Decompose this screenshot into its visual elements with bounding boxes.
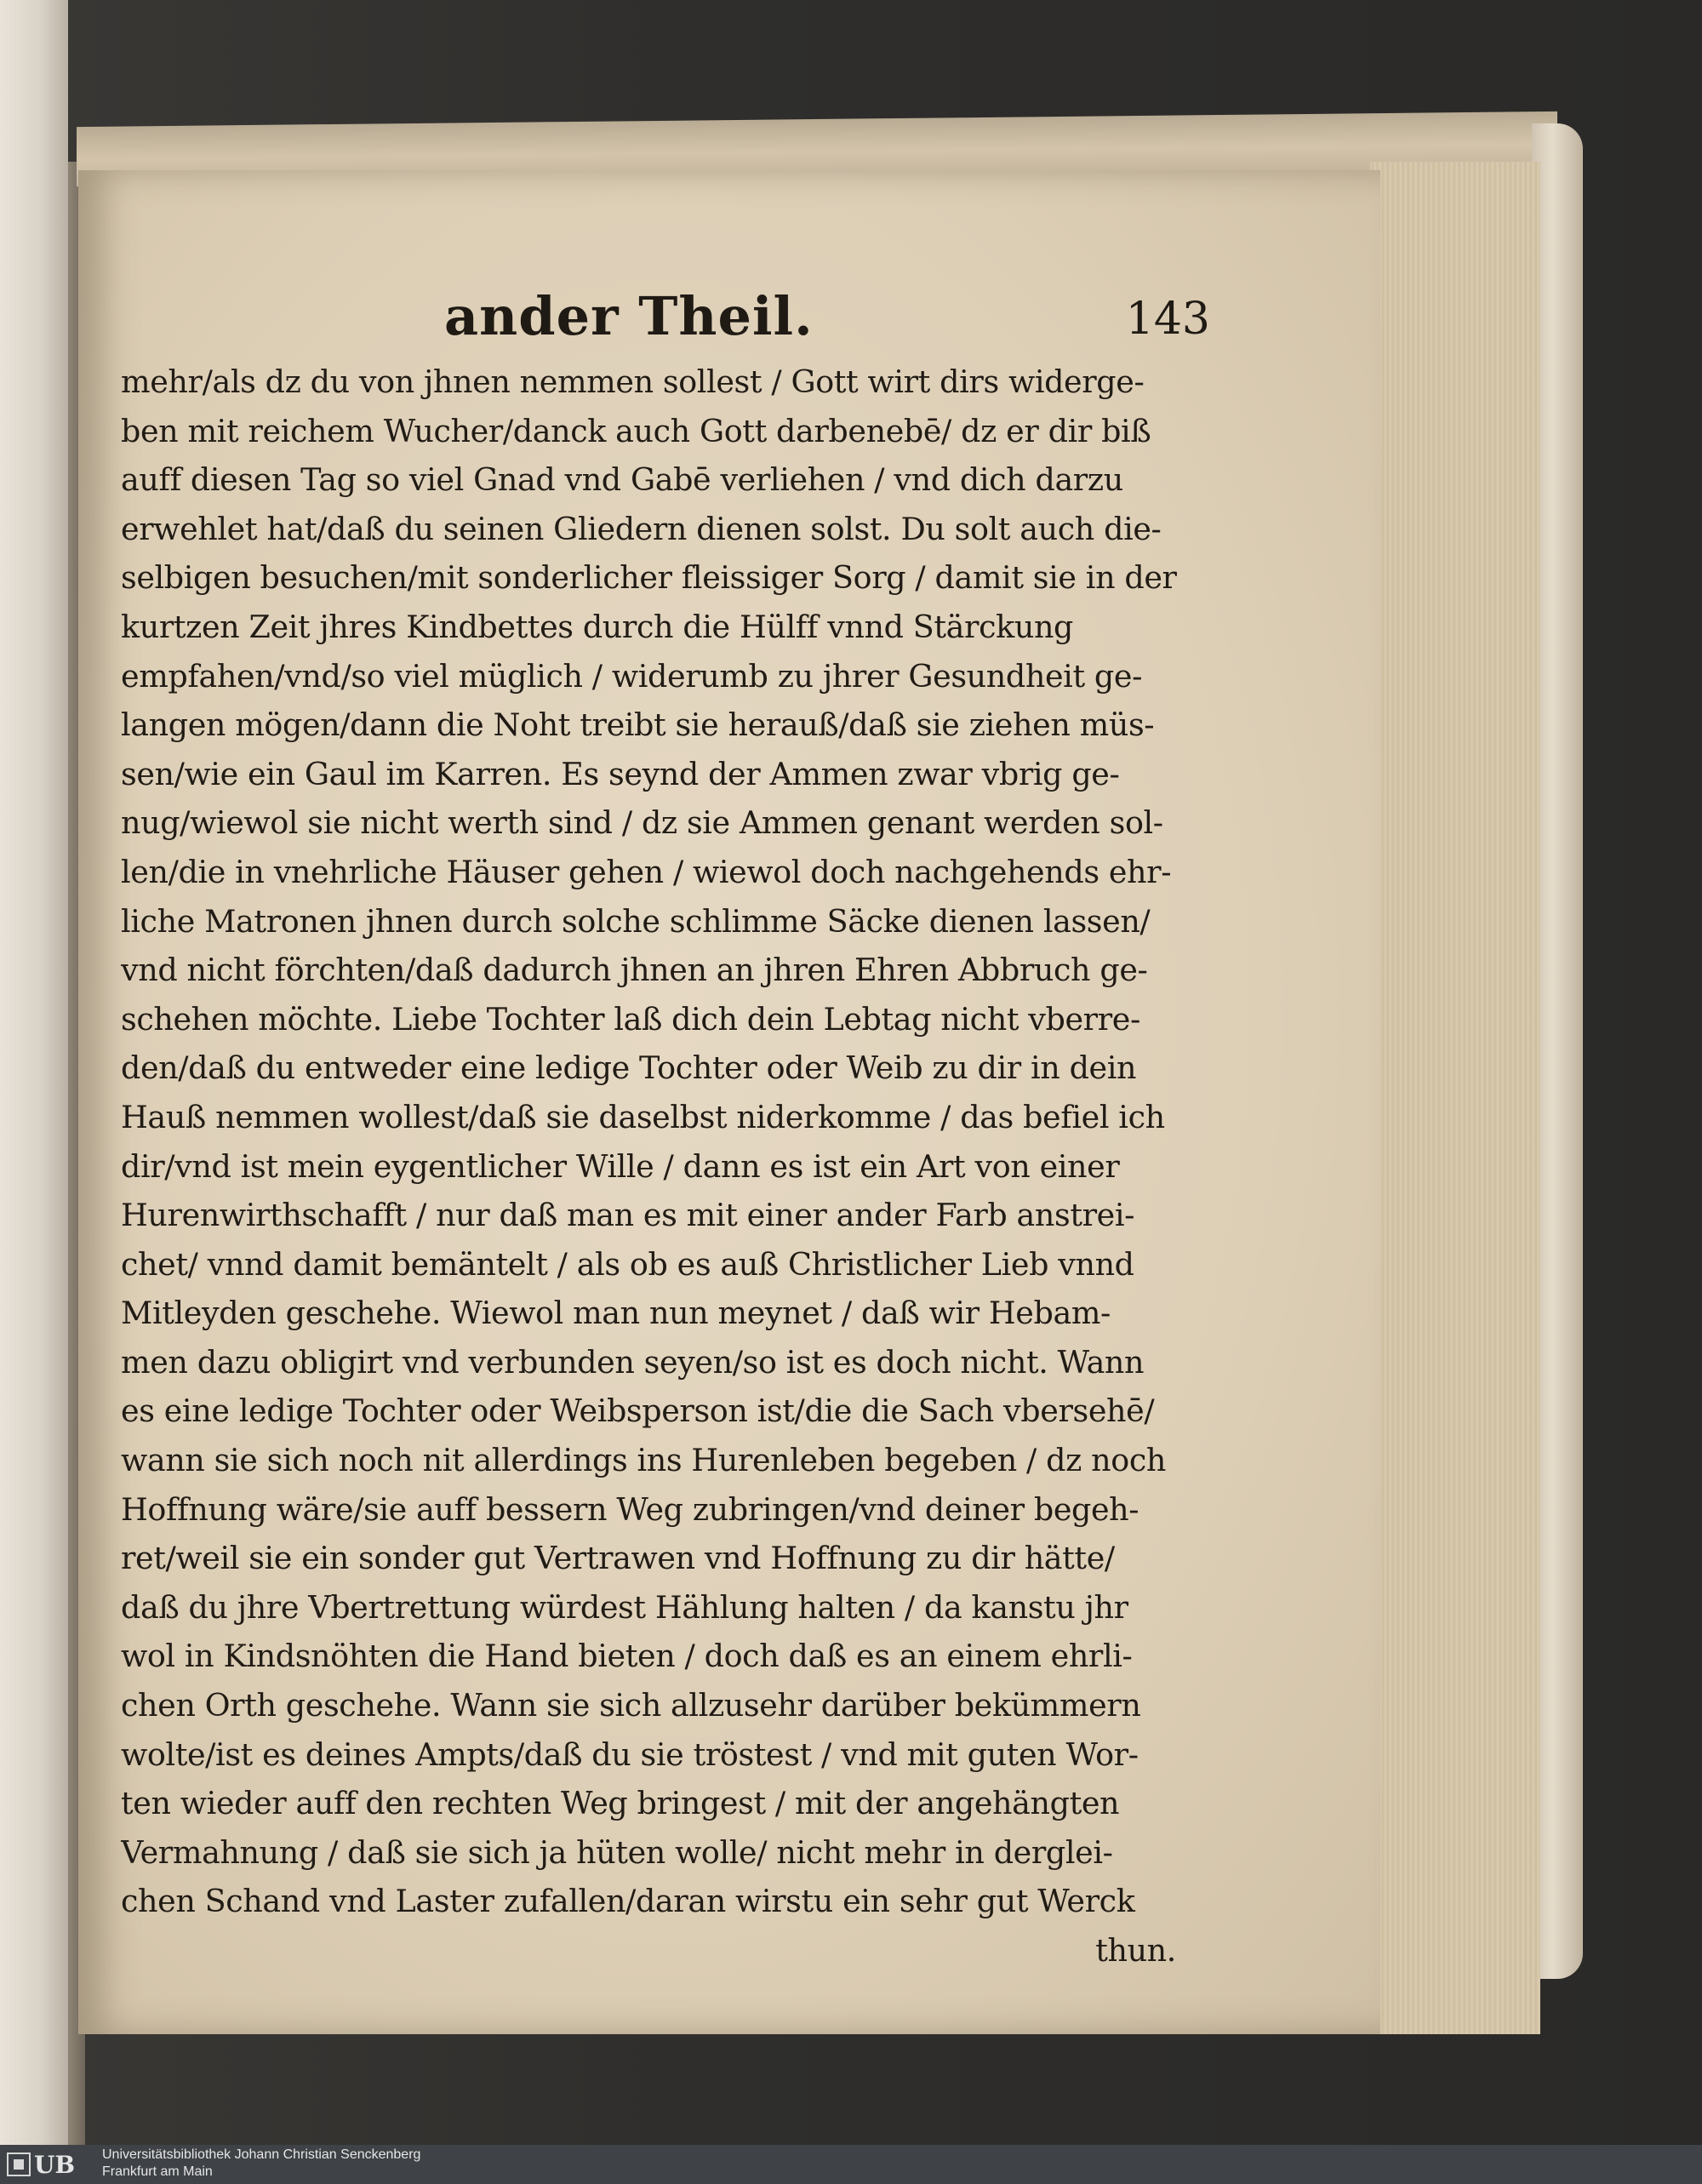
text-line: sen/wie ein Gaul im Karren. Es seynd der Ammen zwar vbrig ge- <box>121 755 1120 792</box>
library-logo <box>7 2150 92 2179</box>
text-line: chet/ vnnd damit bemäntelt / als ob es auß Christlicher Lieb vnnd <box>121 1245 1134 1283</box>
page-header <box>444 285 1210 362</box>
text-line: auff diesen Tag so viel Gnad vnd Gabē verliehen / vnd dich darzu <box>121 461 1123 499</box>
text-line: chen Schand vnd Laster zufallen/daran wirstu ein sehr gut Werck <box>121 1883 1135 1920</box>
text-line: empfahen/vnd/so viel müglich / widerumb zu jhrer Gesundheit ge- <box>121 657 1143 695</box>
body-text <box>121 357 1193 1975</box>
text-line: chen Orth geschehe. Wann sie sich allzusehr darüber bekümmern <box>121 1687 1141 1724</box>
text-line: langen mögen/dann die Noht treibt sie herauß/daß sie ziehen müs- <box>121 706 1155 744</box>
text-line: Vermahnung / daß sie sich ja hüten wolle/ nicht mehr in derglei- <box>121 1833 1113 1871</box>
previous-page-edge <box>0 0 68 2145</box>
library-logo-text: UB <box>34 2150 76 2179</box>
library-logo-icon <box>7 2153 31 2176</box>
text-line: ten wieder auff den rechten Weg bringest / mit der angehängten <box>121 1785 1120 1822</box>
text-line: Hoffnung wäre/sie auff bessern Weg zubringen/vnd deiner begeh- <box>121 1490 1139 1528</box>
text-line: liche Matronen jhnen durch solche schlimme Säcke dienen lassen/ <box>121 902 1151 940</box>
book-page <box>78 170 1380 2034</box>
library-city: Frankfurt am Main <box>102 2164 213 2179</box>
text-line: den/daß du entweder eine ledige Tochter oder Weib zu dir in dein <box>121 1049 1137 1087</box>
text-line: dir/vnd ist mein eygentlicher Wille / dann es ist ein Art von einer <box>121 1147 1120 1185</box>
running-title: ander Theil. <box>444 285 814 347</box>
text-line: Hurenwirthschafft / nur daß man es mit einer ander Farb anstrei- <box>121 1197 1135 1234</box>
page-number: 143 <box>1125 294 1210 345</box>
text-line: daß du jhre Vbertrettung würdest Hählung halten / da kanstu jhr <box>121 1588 1128 1626</box>
text-line: len/die in vnehrliche Häuser gehen / wiewol doch nachgehends ehr- <box>121 853 1172 890</box>
text-line: mehr/als dz du von jhnen nemmen sollest / Gott wirt dirs widerge- <box>121 363 1145 400</box>
text-line: kurtzen Zeit jhres Kindbettes durch die Hülff vnnd Stärckung <box>121 608 1074 645</box>
text-line: nug/wiewol sie nicht werth sind / dz sie Ammen genant werden sol- <box>121 804 1163 842</box>
footer-bar <box>0 2145 1702 2184</box>
text-line: selbigen besuchen/mit sonderlicher fleissiger Sorg / damit sie in der <box>121 559 1177 597</box>
text-line: wolte/ist es deines Ampts/daß du sie tröstest / vnd mit guten Wor- <box>121 1735 1139 1773</box>
text-line: ret/weil sie ein sonder gut Vertrawen vnd Hoffnung zu dir hätte/ <box>121 1540 1115 1577</box>
book-fore-edge <box>1370 162 1540 2034</box>
text-line: vnd nicht förchten/daß dadurch jhnen an jhren Ehren Abbruch ge- <box>121 952 1148 989</box>
text-line: ben mit reichem Wucher/danck auch Gott darbenebē/ dz er dir biß <box>121 412 1151 449</box>
library-name: Universitätsbibliothek Johann Christian Senckenberg <box>102 2147 421 2162</box>
text-line: schehen möchte. Liebe Tochter laß dich dein Lebtag nicht vberre- <box>121 1000 1140 1038</box>
library-credit <box>102 2147 420 2181</box>
text-line: thun. <box>1095 1932 1176 1969</box>
text-line: wol in Kindsnöhten die Hand bieten / doch daß es an einem ehrli- <box>121 1638 1133 1675</box>
text-line: wann sie sich noch nit allerdings ins Hurenleben begeben / dz noch <box>121 1442 1166 1479</box>
text-line: men dazu obligirt vnd verbunden seyen/so ist es doch nicht. Wann <box>121 1343 1145 1381</box>
text-line: erwehlet hat/daß du seinen Gliedern dienen solst. Du solt auch die- <box>121 510 1162 547</box>
text-line: es eine ledige Tochter oder Weibsperson ist/die die Sach vbersehē/ <box>121 1392 1155 1430</box>
text-line: Mitleyden geschehe. Wiewol man nun meynet / daß wir Hebam- <box>121 1295 1111 1332</box>
text-line: Hauß nemmen wollest/daß sie daselbst niderkomme / das befiel ich <box>121 1098 1165 1135</box>
